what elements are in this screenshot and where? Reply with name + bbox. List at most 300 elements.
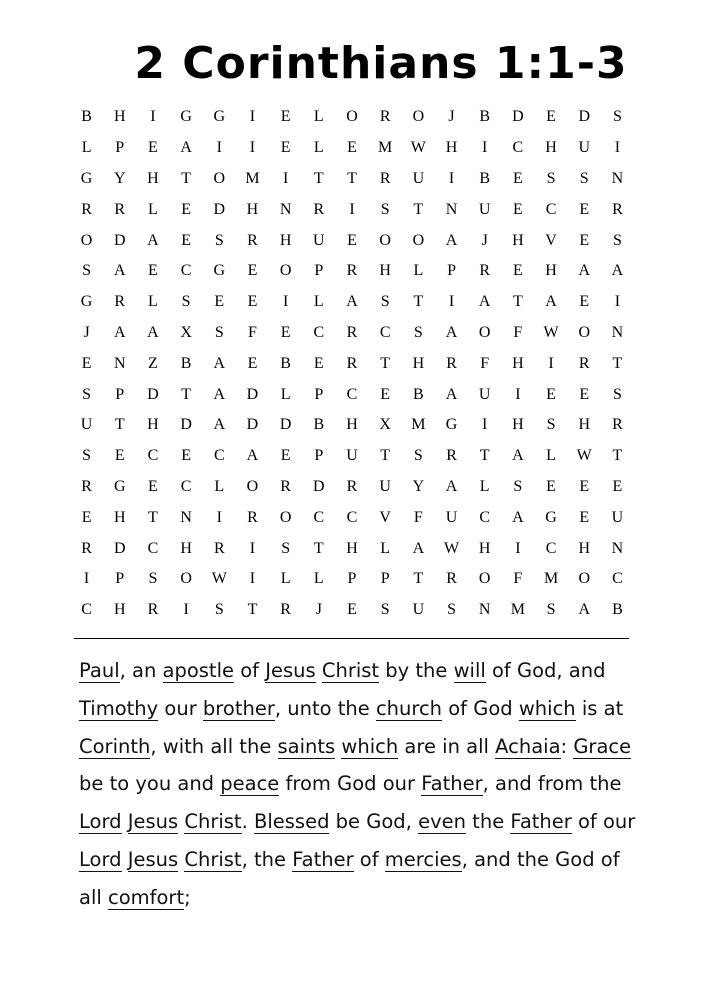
grid-letter: O xyxy=(412,231,425,249)
grid-letter: A xyxy=(213,416,226,434)
grid-letter: I xyxy=(249,570,256,588)
grid-letter: S xyxy=(612,385,622,403)
grid-letter: S xyxy=(612,231,622,249)
grid-letter: A xyxy=(611,262,624,280)
grid-letter: H xyxy=(512,416,524,434)
grid-letter: H xyxy=(412,354,425,372)
grid-letter: G xyxy=(545,508,557,526)
grid-letter: T xyxy=(313,169,324,187)
grid-letter: S xyxy=(447,601,456,619)
grid-letter: A xyxy=(412,539,425,557)
hidden-word: Jesus xyxy=(265,659,316,682)
grid-letter: L xyxy=(313,570,324,588)
grid-letter: D xyxy=(512,108,524,126)
grid-letter: A xyxy=(213,354,226,372)
grid-row xyxy=(70,533,634,564)
passage-text: the xyxy=(465,810,511,834)
passage-text: of xyxy=(234,659,266,682)
grid-letter: H xyxy=(113,508,126,526)
grid-letter: T xyxy=(612,354,623,372)
hidden-word: saints xyxy=(277,734,336,758)
grid-letter: T xyxy=(380,447,391,465)
grid-letter: U xyxy=(578,139,590,157)
grid-letter: R xyxy=(446,447,457,465)
hidden-word: Lord xyxy=(79,847,122,871)
hidden-word: Timothy xyxy=(79,696,159,720)
grid-letter: T xyxy=(512,293,523,311)
grid-row xyxy=(70,564,634,595)
grid-letter: C xyxy=(180,477,192,495)
grid-letter: R xyxy=(280,477,291,495)
grid-letter: S xyxy=(148,570,158,588)
grid-letter: A xyxy=(346,293,358,311)
grid-letter: E xyxy=(546,477,556,495)
grid-letter: A xyxy=(213,385,226,403)
passage-text: . xyxy=(241,810,254,834)
grid-letter: L xyxy=(546,447,556,465)
grid-letter: T xyxy=(413,570,424,588)
grid-letter: Y xyxy=(113,169,126,187)
grid-letter: R xyxy=(479,262,491,280)
grid-letter: C xyxy=(612,570,623,588)
grid-letter: P xyxy=(115,385,125,403)
grid-letter: C xyxy=(180,262,192,280)
grid-letter: X xyxy=(379,416,391,434)
grid-letter: C xyxy=(313,508,325,526)
grid-letter: R xyxy=(147,601,159,619)
grid-row xyxy=(70,318,634,349)
passage-text: : xyxy=(560,734,574,758)
grid-letter: L xyxy=(313,293,324,311)
grid-letter: M xyxy=(245,169,260,187)
passage-text: ; xyxy=(184,885,191,909)
grid-letter: I xyxy=(614,293,621,311)
grid-letter: T xyxy=(313,539,324,557)
grid-letter: P xyxy=(115,139,125,157)
passage-text: by the xyxy=(379,659,454,682)
grid-letter: T xyxy=(380,354,391,372)
grid-letter: D xyxy=(578,108,590,126)
grid-letter: E xyxy=(214,293,225,311)
grid-row xyxy=(70,348,634,379)
grid-letter: E xyxy=(579,231,590,249)
grid-letter: T xyxy=(114,416,125,434)
grid-letter: A xyxy=(445,231,458,249)
grid-letter: D xyxy=(113,231,126,249)
grid-row xyxy=(70,194,634,225)
grid-letter: E xyxy=(81,354,92,372)
grid-letter: C xyxy=(346,508,358,526)
grid-letter: G xyxy=(80,169,93,187)
grid-letter: E xyxy=(512,200,523,218)
grid-row xyxy=(70,502,634,533)
grid-letter: C xyxy=(346,385,358,403)
grid-letter: F xyxy=(513,570,523,588)
grid-letter: E xyxy=(181,231,191,249)
grid-letter: U xyxy=(346,447,358,465)
grid-letter: H xyxy=(578,416,590,434)
grid-letter: P xyxy=(380,570,390,588)
grid-letter: E xyxy=(148,262,158,280)
grid-letter: A xyxy=(113,323,126,341)
hidden-word: Grace xyxy=(573,734,632,758)
grid-letter: I xyxy=(183,601,189,619)
grid-letter: O xyxy=(478,323,491,341)
grid-row xyxy=(70,102,634,133)
passage-text: are in all xyxy=(398,734,496,758)
grid-letter: C xyxy=(147,447,159,465)
grid-letter: C xyxy=(313,323,325,341)
hidden-word: even xyxy=(418,810,466,834)
grid-letter: R xyxy=(446,354,457,372)
hidden-word: apostle xyxy=(162,659,234,682)
grid-row xyxy=(70,441,634,472)
grid-letter: U xyxy=(412,601,425,619)
grid-letter: J xyxy=(481,231,488,249)
hidden-word: Jesus xyxy=(127,810,179,834)
grid-letter: M xyxy=(543,570,559,588)
grid-letter: E xyxy=(181,200,191,218)
grid-letter: O xyxy=(213,169,226,187)
grid-letter: S xyxy=(214,601,224,619)
grid-letter: H xyxy=(113,601,126,619)
grid-letter: J xyxy=(448,108,455,126)
grid-letter: W xyxy=(410,139,426,157)
grid-letter: E xyxy=(512,169,523,187)
grid-letter: S xyxy=(82,262,92,280)
grid-letter: O xyxy=(578,323,590,341)
passage-text xyxy=(316,659,322,682)
hidden-word: comfort xyxy=(107,885,185,909)
grid-letter: A xyxy=(445,385,458,403)
grid-letter: R xyxy=(81,477,92,495)
passage-text: , with all the xyxy=(150,734,278,758)
grid-letter: H xyxy=(113,108,126,126)
passage-text: from God our xyxy=(279,772,422,796)
grid-letter: U xyxy=(80,416,93,434)
grid-letter: H xyxy=(445,139,458,157)
hidden-word: Christ xyxy=(184,810,242,834)
grid-letter: A xyxy=(246,447,259,465)
grid-row xyxy=(70,472,634,503)
grid-letter: E xyxy=(546,385,556,403)
grid-letter: F xyxy=(480,354,490,372)
passage-text: is at xyxy=(575,696,624,720)
grid-letter: H xyxy=(578,539,590,557)
grid-letter: R xyxy=(612,200,623,218)
grid-letter: O xyxy=(246,477,259,495)
grid-letter: U xyxy=(412,169,425,187)
grid-letter: E xyxy=(579,293,590,311)
grid-letter: A xyxy=(180,139,192,157)
grid-letter: A xyxy=(578,601,590,619)
grid-letter: E xyxy=(313,354,324,372)
grid-letter: H xyxy=(512,231,524,249)
grid-letter: I xyxy=(448,169,455,187)
grid-letter: E xyxy=(280,447,291,465)
grid-letter: S xyxy=(513,477,523,495)
grid-letter: L xyxy=(380,539,391,557)
hidden-word: mercies xyxy=(384,847,462,871)
grid-letter: U xyxy=(478,385,491,403)
grid-letter: T xyxy=(347,169,357,187)
grid-letter: G xyxy=(180,108,192,126)
grid-letter: H xyxy=(279,231,292,249)
grid-letter: F xyxy=(413,508,423,526)
passage-text: of our xyxy=(571,810,636,834)
grid-letter: L xyxy=(413,262,424,280)
grid-row xyxy=(70,133,634,164)
hidden-word: Christ xyxy=(184,847,242,871)
grid-row xyxy=(70,287,634,318)
grid-letter: P xyxy=(314,447,324,465)
grid-letter: M xyxy=(510,601,525,619)
grid-letter: E xyxy=(247,354,258,372)
grid-letter: N xyxy=(611,539,624,557)
grid-letter: E xyxy=(579,477,590,495)
grid-letter: C xyxy=(213,447,225,465)
grid-letter: R xyxy=(280,601,291,619)
hidden-word: Achaia xyxy=(495,734,561,758)
grid-letter: R xyxy=(346,262,358,280)
grid-letter: R xyxy=(379,108,391,126)
grid-row xyxy=(70,164,634,195)
grid-letter: I xyxy=(249,108,256,126)
grid-letter: H xyxy=(246,200,259,218)
grid-letter: G xyxy=(445,416,458,434)
grid-letter: M xyxy=(411,416,426,434)
grid-letter: C xyxy=(81,601,92,619)
grid-letter: E xyxy=(280,108,291,126)
grid-letter: S xyxy=(380,601,390,619)
hidden-word: church xyxy=(375,696,443,720)
grid-letter: B xyxy=(479,169,491,187)
grid-letter: T xyxy=(413,200,424,218)
grid-letter: T xyxy=(148,508,158,526)
divider xyxy=(74,638,629,639)
grid-letter: R xyxy=(446,570,457,588)
grid-letter: E xyxy=(148,477,158,495)
grid-letter: B xyxy=(180,354,192,372)
grid-letter: L xyxy=(280,385,291,403)
grid-letter: D xyxy=(279,416,292,434)
grid-letter: D xyxy=(147,385,159,403)
grid-letter: L xyxy=(313,139,324,157)
grid-letter: D xyxy=(246,385,259,403)
grid-letter: P xyxy=(447,262,456,280)
hidden-word: brother xyxy=(202,696,275,720)
grid-letter: W xyxy=(576,447,592,465)
grid-letter: H xyxy=(512,354,524,372)
grid-letter: E xyxy=(114,447,125,465)
grid-letter: C xyxy=(512,139,524,157)
grid-letter: R xyxy=(346,477,358,495)
grid-letter: E xyxy=(280,139,291,157)
grid-letter: D xyxy=(180,416,192,434)
grid-letter: E xyxy=(247,293,258,311)
grid-letter: I xyxy=(150,108,156,126)
grid-letter: H xyxy=(545,139,557,157)
grid-letter: S xyxy=(413,323,423,341)
grid-letter: E xyxy=(347,601,357,619)
grid-letter: P xyxy=(347,570,357,588)
grid-letter: L xyxy=(148,200,158,218)
grid-letter: T xyxy=(612,447,623,465)
grid-letter: T xyxy=(413,293,424,311)
passage-text: be God, xyxy=(329,810,419,834)
grid-letter: E xyxy=(579,385,590,403)
grid-letter: P xyxy=(115,570,125,588)
word-search-grid xyxy=(70,102,634,626)
grid-letter: H xyxy=(147,416,159,434)
hidden-word: Corinth xyxy=(79,734,151,758)
hidden-word: Jesus xyxy=(127,847,179,871)
hidden-word: which xyxy=(518,696,576,720)
passage-text xyxy=(122,810,128,833)
grid-letter: R xyxy=(81,200,92,218)
grid-letter: B xyxy=(313,416,325,434)
grid-letter: C xyxy=(545,200,557,218)
grid-letter: H xyxy=(478,539,491,557)
grid-letter: H xyxy=(346,416,358,434)
grid-letter: C xyxy=(545,539,557,557)
grid-letter: S xyxy=(413,447,423,465)
grid-letter: X xyxy=(180,323,192,341)
grid-letter: I xyxy=(216,508,222,526)
grid-letter: H xyxy=(545,262,557,280)
passage-text xyxy=(122,848,128,871)
grid-letter: O xyxy=(346,108,358,126)
grid-letter: N xyxy=(113,354,126,372)
grid-letter: A xyxy=(147,323,159,341)
grid-letter: E xyxy=(612,477,623,495)
grid-letter: I xyxy=(349,200,355,218)
grid-letter: I xyxy=(515,539,521,557)
grid-letter: U xyxy=(379,477,391,495)
grid-row xyxy=(70,256,634,287)
passage-text: , and from the xyxy=(482,772,622,796)
grid-letter: O xyxy=(412,108,425,126)
grid-letter: I xyxy=(548,354,554,372)
grid-row xyxy=(70,595,634,626)
grid-letter: I xyxy=(614,139,621,157)
grid-letter: S xyxy=(214,231,224,249)
grid-letter: E xyxy=(81,508,92,526)
grid-letter: O xyxy=(80,231,93,249)
grid-letter: I xyxy=(482,416,488,434)
grid-letter: E xyxy=(512,262,523,280)
scripture-passage xyxy=(79,652,639,917)
grid-letter: A xyxy=(478,293,491,311)
page-title: 2 Corinthians 1:1-3 xyxy=(134,38,628,89)
grid-letter: N xyxy=(611,323,624,341)
passage-text: , unto the xyxy=(274,696,376,720)
grid-row xyxy=(70,379,634,410)
grid-letter: A xyxy=(445,477,458,495)
grid-letter: A xyxy=(113,262,126,280)
grid-letter: E xyxy=(347,231,357,249)
grid-letter: H xyxy=(346,539,358,557)
grid-letter: U xyxy=(611,508,624,526)
grid-letter: R xyxy=(247,231,258,249)
grid-letter: L xyxy=(81,139,92,157)
hidden-word: Father xyxy=(510,810,572,834)
grid-letter: B xyxy=(81,108,92,126)
grid-letter: H xyxy=(379,262,391,280)
grid-letter: T xyxy=(247,601,258,619)
grid-letter: T xyxy=(181,385,191,403)
grid-letter: C xyxy=(479,508,491,526)
grid-letter: J xyxy=(315,601,322,619)
passage-text: be to you and xyxy=(79,772,221,796)
grid-letter: I xyxy=(448,293,455,311)
grid-letter: R xyxy=(114,293,126,311)
grid-letter: L xyxy=(214,477,225,495)
hidden-word: will xyxy=(453,659,486,682)
grid-letter: T xyxy=(181,169,191,187)
grid-letter: L xyxy=(313,108,324,126)
grid-letter: J xyxy=(83,323,90,341)
passage-text: , an xyxy=(119,659,163,682)
grid-letter: B xyxy=(280,354,291,372)
grid-letter: G xyxy=(80,293,93,311)
grid-letter: W xyxy=(211,570,227,588)
grid-letter: C xyxy=(379,323,391,341)
grid-letter: E xyxy=(280,323,291,341)
grid-letter: G xyxy=(213,108,226,126)
grid-letter: D xyxy=(213,200,226,218)
grid-letter: N xyxy=(180,508,192,526)
grid-letter: D xyxy=(313,477,325,495)
grid-letter: R xyxy=(313,200,325,218)
grid-letter: L xyxy=(479,477,490,495)
grid-letter: A xyxy=(545,293,557,311)
grid-letter: O xyxy=(279,508,292,526)
grid-letter: E xyxy=(347,139,357,157)
grid-row xyxy=(70,225,634,256)
grid-letter: O xyxy=(578,570,590,588)
grid-letter: P xyxy=(314,262,324,280)
grid-letter: I xyxy=(282,293,289,311)
grid-letter: S xyxy=(82,385,92,403)
grid-letter: A xyxy=(147,231,159,249)
grid-letter: S xyxy=(546,601,556,619)
grid-letter: E xyxy=(579,200,590,218)
grid-letter: S xyxy=(281,539,291,557)
grid-letter: M xyxy=(378,139,393,157)
grid-letter: B xyxy=(479,108,491,126)
grid-letter: V xyxy=(545,231,557,249)
grid-letter: S xyxy=(380,200,390,218)
grid-letter: I xyxy=(249,539,256,557)
grid-letter: R xyxy=(346,354,358,372)
passage-text: , the xyxy=(241,847,293,871)
grid-letter: E xyxy=(247,262,258,280)
grid-letter: L xyxy=(148,293,158,311)
grid-letter: V xyxy=(379,508,391,526)
grid-letter: Y xyxy=(412,477,425,495)
grid-letter: U xyxy=(478,200,491,218)
grid-letter: S xyxy=(214,323,224,341)
grid-letter: N xyxy=(279,200,292,218)
grid-letter: S xyxy=(612,108,622,126)
grid-letter: W xyxy=(543,323,559,341)
passage-text: our xyxy=(158,696,203,720)
grid-letter: E xyxy=(181,447,191,465)
grid-letter: E xyxy=(148,139,158,157)
grid-letter: R xyxy=(379,169,391,187)
grid-letter: A xyxy=(578,262,590,280)
